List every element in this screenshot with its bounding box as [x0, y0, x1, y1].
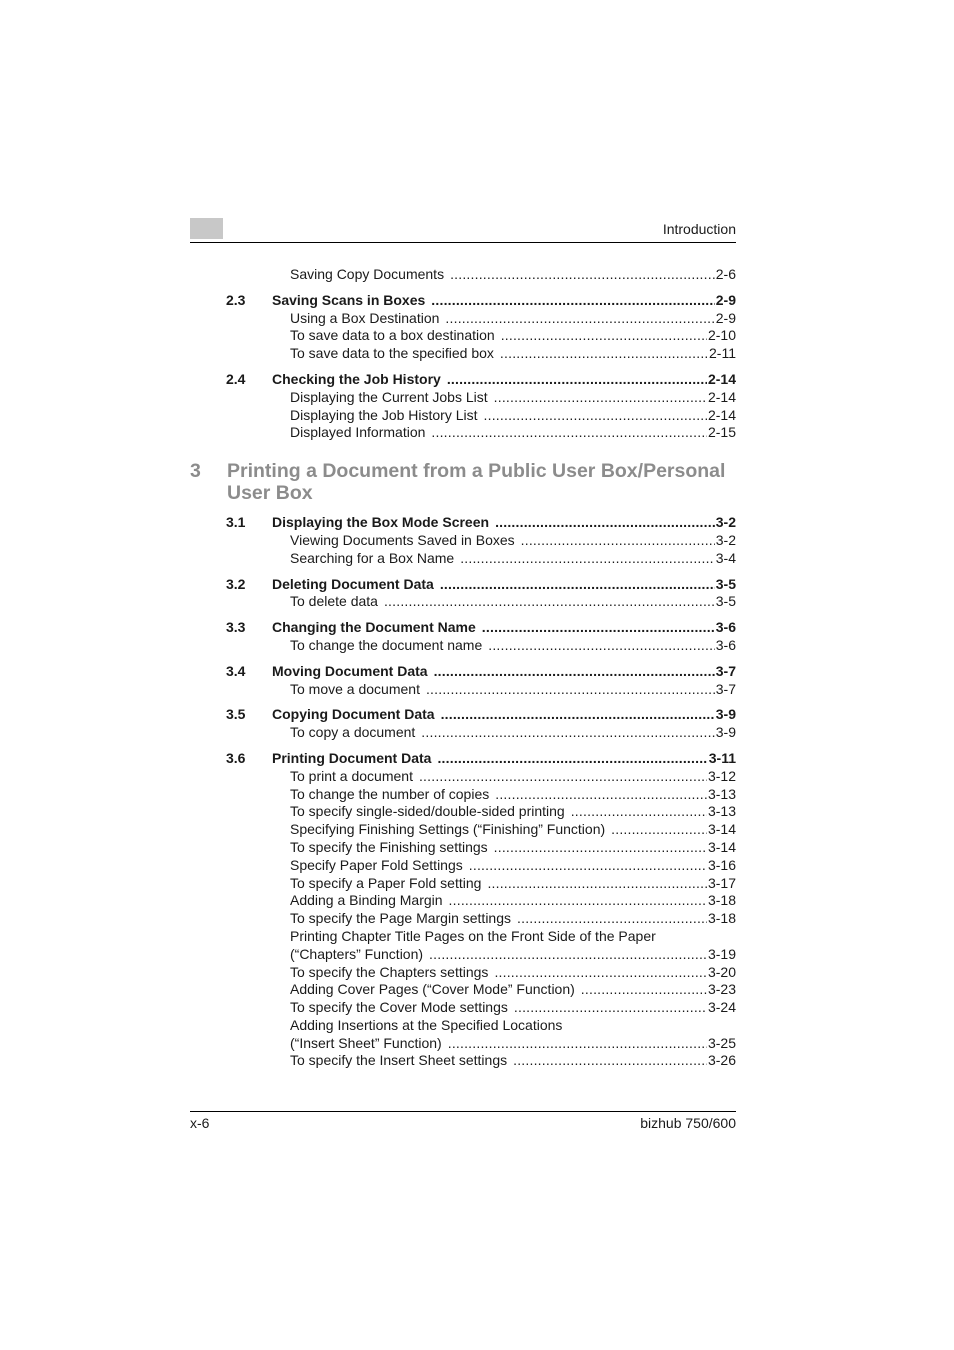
toc-page-reference: 2-10	[707, 327, 736, 344]
toc-subentry[interactable]	[190, 550, 736, 568]
toc-subentry[interactable]	[190, 857, 736, 875]
dot-leader	[500, 345, 708, 363]
toc-section-entry[interactable]	[190, 750, 736, 768]
toc-page-reference: 3-6	[715, 636, 736, 653]
toc-entry-label: (“Insert Sheet” Function)	[290, 1034, 442, 1051]
dot-leader	[450, 266, 715, 284]
dot-leader	[447, 371, 707, 389]
toc-entry-label: Checking the Job History	[272, 370, 441, 387]
toc-subentry[interactable]	[190, 892, 736, 910]
dot-leader	[484, 407, 707, 425]
toc-subentry[interactable]	[190, 593, 736, 611]
toc-page-reference: 3-14	[707, 821, 736, 838]
toc-subentry[interactable]	[190, 532, 736, 550]
dot-leader	[445, 310, 714, 328]
toc-page-reference: 3-19	[707, 945, 736, 962]
toc-page-reference: 3-5	[715, 575, 736, 592]
toc-subentry[interactable]	[190, 637, 736, 655]
toc-entry-label: Displaying the Job History List	[290, 406, 478, 423]
toc-entry-label: To change the number of copies	[290, 785, 490, 802]
toc-page-reference: 3-9	[715, 706, 736, 723]
toc-page-reference: 2-14	[707, 406, 736, 423]
dot-leader	[449, 892, 707, 910]
toc-subentry[interactable]	[190, 724, 736, 742]
toc-entry-label: Adding a Binding Margin	[290, 892, 443, 909]
header-tab-marker	[190, 218, 223, 239]
dot-leader	[494, 839, 707, 857]
dot-leader	[581, 981, 707, 999]
toc-entry-label: Displaying the Current Jobs List	[290, 388, 488, 405]
toc-page-reference: 3-11	[708, 749, 736, 766]
footer-rule	[190, 1111, 736, 1112]
toc-entry-label: Moving Document Data	[272, 662, 428, 679]
toc-page-reference: 3-17	[707, 874, 736, 891]
toc-page-reference: 2-11	[709, 345, 736, 362]
toc-page-reference: 3-12	[707, 767, 736, 784]
toc-section-group-chapter-3	[190, 514, 736, 1070]
toc-subentry[interactable]	[190, 768, 736, 786]
section-number: 3.4	[226, 662, 246, 679]
section-number: 2.4	[226, 370, 246, 387]
dot-leader	[426, 681, 715, 699]
toc-entry-label: Using a Box Destination	[290, 309, 440, 326]
section-number: 2.3	[226, 291, 246, 308]
dot-leader	[517, 910, 707, 928]
toc-entry-label: To delete data	[290, 593, 378, 610]
dot-leader	[440, 576, 715, 594]
toc-entry-line: Printing Chapter Title Pages on the Front Side of the Paper	[290, 927, 656, 944]
toc-page-reference: 3-7	[715, 680, 736, 697]
dot-leader	[448, 1035, 707, 1053]
toc-page-reference: 3-2	[715, 531, 736, 548]
toc-subentry[interactable]	[190, 803, 736, 821]
toc-entry-label: Adding Cover Pages (“Cover Mode” Function)	[290, 981, 575, 998]
toc-section-entry[interactable]	[190, 663, 736, 681]
dot-leader	[571, 803, 707, 821]
toc-section-entry[interactable]	[190, 619, 736, 637]
toc-page-reference: 3-26	[707, 1052, 736, 1069]
toc-page-reference: 3-18	[707, 892, 736, 909]
toc-subentry[interactable]	[190, 910, 736, 928]
toc-entry-label: To print a document	[290, 767, 413, 784]
toc-entry-label: To copy a document	[290, 724, 416, 741]
toc-entry-label: Changing the Document Name	[272, 619, 476, 636]
toc-page-reference: 3-13	[707, 785, 736, 802]
dot-leader	[482, 619, 715, 637]
dot-leader	[514, 999, 707, 1017]
dot-leader	[611, 821, 707, 839]
toc-entry-label: Searching for a Box Name	[290, 549, 455, 566]
toc-entry-label: To specify single-sided/double-sided printing	[290, 803, 565, 820]
toc-page-reference: 2-15	[707, 424, 736, 441]
dot-leader	[513, 1052, 707, 1070]
toc-page-reference: 3-18	[707, 910, 736, 927]
running-header-title: Introduction	[662, 221, 736, 237]
toc-entry-label: To specify the Insert Sheet settings	[290, 1052, 508, 1069]
chapter-number: 3	[190, 460, 201, 483]
toc-page-reference: 3-13	[707, 803, 736, 820]
toc-subentry[interactable]	[190, 407, 736, 425]
dot-leader	[421, 724, 714, 742]
toc-page-reference: 3-24	[707, 999, 736, 1016]
footer-page-number: x-6	[190, 1115, 210, 1131]
toc-page-reference: 3-25	[707, 1034, 736, 1051]
dot-leader	[521, 532, 715, 550]
toc-entry-label: To specify the Finishing settings	[290, 838, 488, 855]
toc-subentry[interactable]	[190, 964, 736, 982]
dot-leader	[487, 875, 707, 893]
toc-subentry[interactable]	[190, 875, 736, 893]
toc-section-entry[interactable]	[190, 371, 736, 389]
section-number: 3.3	[226, 619, 246, 636]
dot-leader	[495, 786, 707, 804]
section-number: 3.2	[226, 575, 246, 592]
toc-entry-label: Displaying the Box Mode Screen	[272, 514, 490, 531]
toc-section-entry[interactable]	[190, 706, 736, 724]
toc-subentry[interactable]	[190, 946, 736, 964]
dot-leader	[488, 637, 715, 655]
toc-subentry[interactable]	[190, 424, 736, 442]
toc-entry-label: Viewing Documents Saved in Boxes	[290, 531, 515, 548]
toc-subentry[interactable]	[190, 345, 736, 363]
toc-subentry[interactable]	[190, 1052, 736, 1070]
toc-entry-label: Copying Document Data	[272, 706, 435, 723]
toc-page-reference: 3-16	[707, 856, 736, 873]
section-number: 3.6	[226, 749, 246, 766]
dot-leader	[460, 550, 715, 568]
toc-page-reference: 3-2	[715, 514, 736, 531]
section-number: 3.5	[226, 706, 246, 723]
toc-entry-line: Adding Insertions at the Specified Locations	[290, 1016, 563, 1033]
toc-page-reference: 3-20	[707, 963, 736, 980]
toc-page-reference: 3-6	[715, 619, 736, 636]
dot-leader	[434, 663, 715, 681]
dot-leader	[469, 857, 707, 875]
toc-page-reference: 2-14	[707, 388, 736, 405]
toc-page-reference: 3-5	[715, 593, 736, 610]
toc-entry-label: Specifying Finishing Settings (“Finishing” Function)	[290, 821, 606, 838]
toc-entry-label: To specify a Paper Fold setting	[290, 874, 482, 891]
toc-subentry[interactable]	[190, 389, 736, 407]
toc-entry-label: To save data to the specified box	[290, 345, 494, 362]
toc-page-reference: 3-23	[707, 981, 736, 998]
toc-entry-label: (“Chapters” Function)	[290, 945, 424, 962]
toc-page-reference: 2-9	[715, 309, 736, 326]
toc-page-reference: 2-9	[715, 291, 736, 308]
toc-entry-label: Saving Copy Documents	[290, 266, 445, 282]
toc-page-reference: 3-9	[715, 724, 736, 741]
toc-page-reference: 3-7	[715, 662, 736, 679]
dot-leader	[437, 750, 707, 768]
toc-subentry[interactable]	[190, 839, 736, 857]
dot-leader	[494, 964, 707, 982]
dot-leader	[431, 424, 707, 442]
dot-leader	[419, 768, 707, 786]
dot-leader	[441, 706, 715, 724]
toc-section-entry[interactable]	[190, 292, 736, 310]
toc-subentry[interactable]	[190, 327, 736, 345]
toc-entry-label: To specify the Chapters settings	[290, 963, 489, 980]
toc-page-reference: 3-14	[707, 838, 736, 855]
toc-subentry[interactable]	[190, 999, 736, 1017]
toc-entry-label: To move a document	[290, 680, 420, 697]
toc-section-entry[interactable]	[190, 576, 736, 594]
toc-entry-label: To specify the Cover Mode settings	[290, 999, 508, 1016]
toc-entry-label: To save data to a box destination	[290, 327, 495, 344]
header-rule	[190, 242, 736, 243]
toc-subentry[interactable]	[190, 266, 736, 284]
dot-leader	[431, 292, 714, 310]
toc-entry-label: Displayed Information	[290, 424, 426, 441]
toc-subentry[interactable]	[190, 1035, 736, 1053]
toc-subentry[interactable]	[190, 681, 736, 699]
dot-leader	[429, 946, 707, 964]
toc-page-reference: 2-14	[707, 370, 736, 387]
toc-subentry[interactable]	[190, 821, 736, 839]
dot-leader	[494, 389, 707, 407]
toc-entry-label: Saving Scans in Boxes	[272, 291, 426, 308]
table-of-contents	[190, 266, 736, 1070]
chapter-heading	[190, 460, 736, 504]
toc-entry-label: Specify Paper Fold Settings	[290, 856, 463, 873]
footer-product-name: bizhub 750/600	[640, 1115, 736, 1131]
dot-leader	[495, 514, 715, 532]
dot-leader	[501, 327, 707, 345]
toc-subentry[interactable]	[190, 310, 736, 328]
toc-subentry[interactable]	[190, 786, 736, 804]
dot-leader	[384, 593, 715, 611]
toc-subentry[interactable]	[190, 981, 736, 999]
toc-entry-label: To change the document name	[290, 636, 483, 653]
toc-section-entry[interactable]	[190, 514, 736, 532]
toc-entry-label: Deleting Document Data	[272, 575, 434, 592]
toc-entry-label: Printing Document Data	[272, 749, 432, 766]
toc-page-reference: 3-4	[715, 549, 736, 566]
section-number: 3.1	[226, 514, 246, 531]
toc-page-reference: 2-6	[715, 266, 736, 282]
chapter-title: Printing a Document from a Public User Box/Personal User Box	[227, 460, 726, 505]
toc-section-group-chapter-2	[190, 266, 736, 442]
toc-entry-label: To specify the Page Margin settings	[290, 910, 512, 927]
